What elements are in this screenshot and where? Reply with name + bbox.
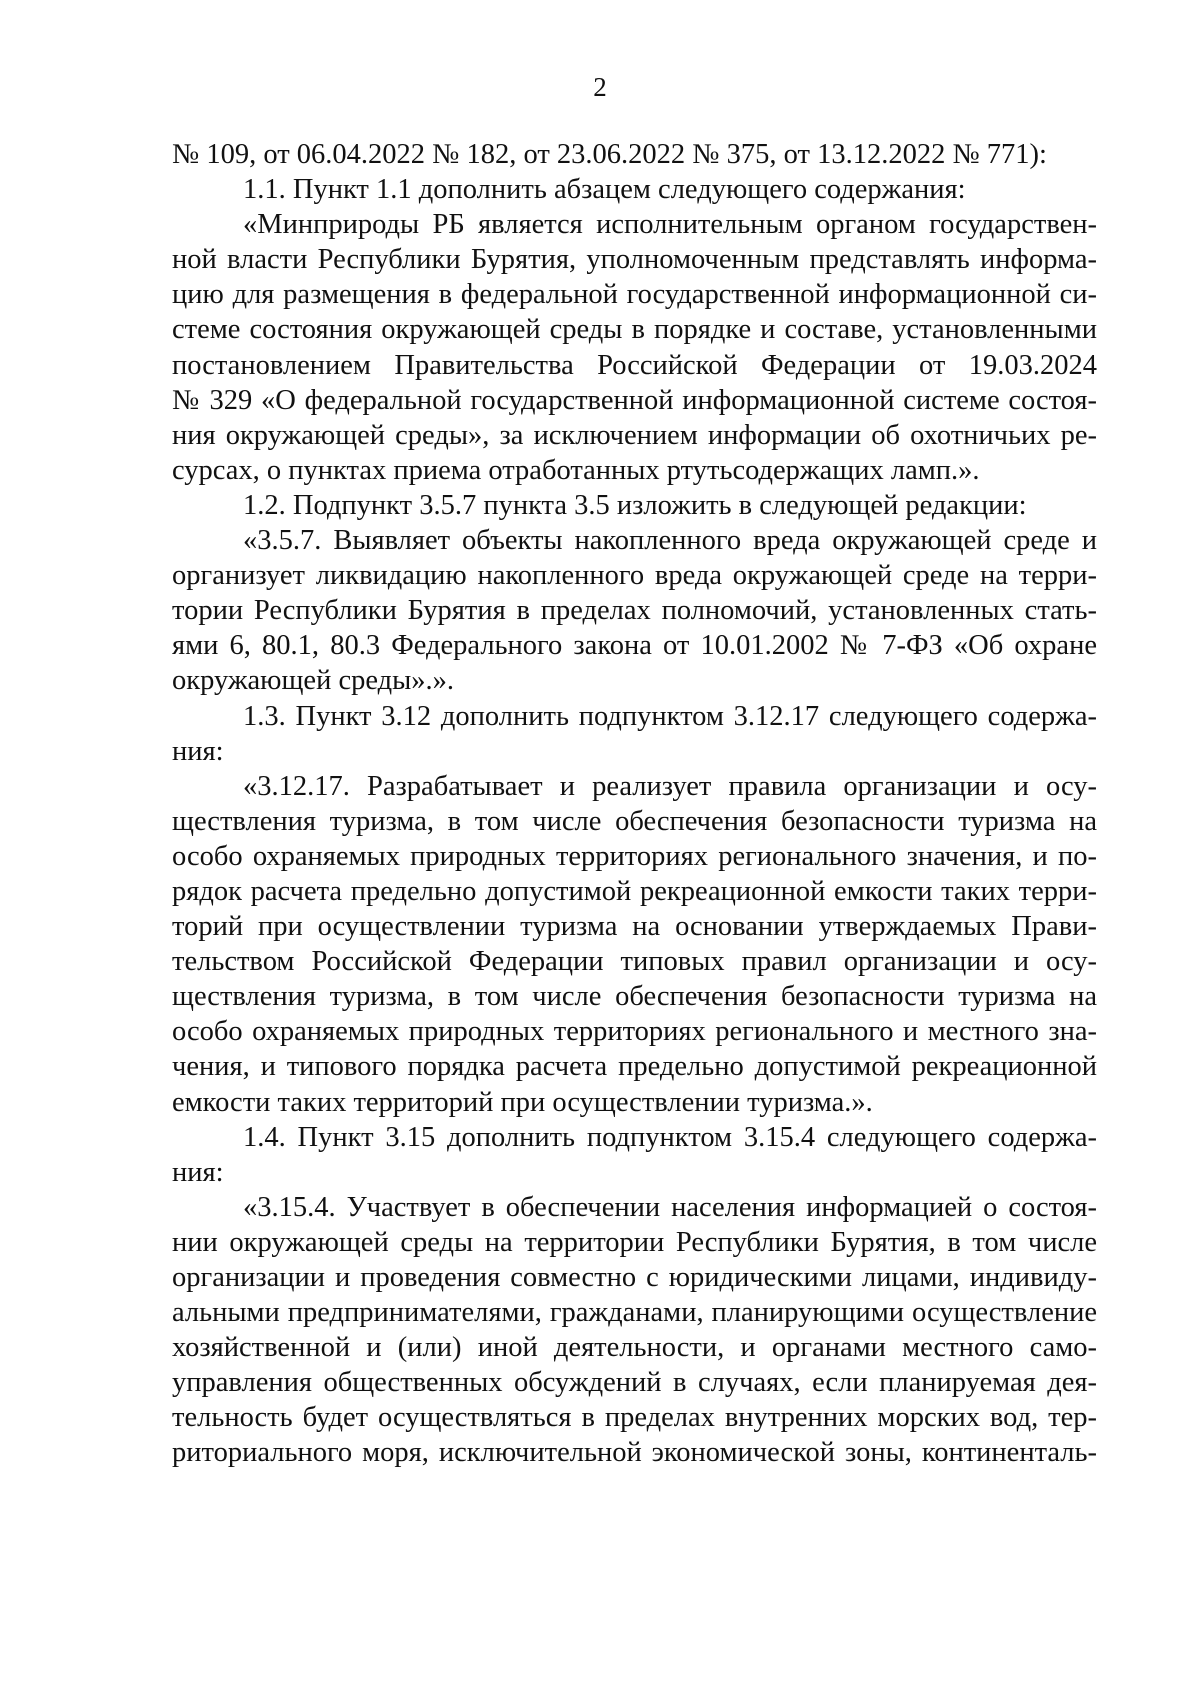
text-line: особо охраняемых природных территориях регионального значения, и по- [172, 840, 1097, 872]
text-line: сурсах, о пунктах приема отработанных ртутьсодержащих ламп.». [172, 454, 980, 486]
text-line: «3.5.7. Выявляет объекты накопленного вреда окружающей среде и [243, 525, 1097, 557]
text-line: управления общественных обсуждений в случаях, если планируемая дея- [172, 1367, 1097, 1399]
text-line: постановлением Правительства Российской Федерации от 19.03.2024 [172, 349, 1097, 381]
text-line: рядок расчета предельно допустимой рекреационной емкости таких терри- [172, 875, 1097, 907]
text-line: «Минприроды РБ является исполнительным органом государствен- [243, 209, 1097, 241]
text-line: ществления туризма, в том числе обеспечения безопасности туризма на [172, 981, 1097, 1013]
page-number: 2 [593, 72, 607, 102]
text-line: особо охраняемых природных территориях регионального и местного зна- [172, 1016, 1097, 1048]
text-line: хозяйственной и (или) иной деятельности, и органами местного само- [172, 1332, 1097, 1364]
text-line: «3.12.17. Разрабатывает и реализует правила организации и осу- [243, 770, 1097, 802]
text-line: ной власти Республики Бурятия, уполномоченным представлять информа- [172, 244, 1097, 276]
text-line: организации и проведения совместно с юридическими лицами, индивиду- [172, 1262, 1097, 1293]
document-body [172, 137, 1097, 1471]
text-line: торий при осуществлении туризма на основании утверждаемых Прави- [172, 911, 1097, 943]
text-line: тельность будет осуществляться в пределах внутренних морских вод, тер- [172, 1402, 1097, 1434]
text-line: цию для размещения в федеральной государственной информационной си- [172, 279, 1097, 311]
text-line: ществления туризма, в том числе обеспечения безопасности туризма на [172, 805, 1097, 837]
text-line: ния окружающей среды», за исключением информации об охотничьих ре- [172, 419, 1097, 451]
text-line: чения, и типового порядка расчета предельно допустимой рекреационной [172, 1051, 1097, 1083]
text-line: альными предпринимателями, гражданами, планирующими осуществление [172, 1297, 1097, 1329]
text-line: ния: [172, 1156, 224, 1188]
text-line: ния: [172, 735, 224, 767]
text-line: стеме состояния окружающей среды в порядке и составе, установленными [172, 314, 1097, 346]
text-line: емкости таких территорий при осуществлении туризма.». [172, 1086, 873, 1118]
text-line: нии окружающей среды на территории Республики Бурятия, в том числе [172, 1226, 1097, 1258]
text-line: № 329 «О федеральной государственной информационной системе состоя- [172, 384, 1097, 416]
text-line: организует ликвидацию накопленного вреда окружающей среде на терри- [172, 560, 1097, 592]
text-line: 1.2. Подпункт 3.5.7 пункта 3.5 изложить в следующей редакции: [243, 489, 1027, 521]
text-line: риториального моря, исключительной экономической зоны, континенталь- [172, 1437, 1097, 1469]
text-line: 1.4. Пункт 3.15 дополнить подпунктом 3.15.4 следующего содержа- [243, 1121, 1097, 1153]
text-line: тельством Российской Федерации типовых правил организации и осу- [172, 946, 1097, 978]
text-line: 1.1. Пункт 1.1 дополнить абзацем следующего содержания: [243, 174, 966, 206]
text-line: окружающей среды».». [172, 665, 455, 697]
text-line: № 109, от 06.04.2022 № 182, от 23.06.2022 № 375, от 13.12.2022 № 771): [172, 139, 1047, 170]
text-line: «3.15.4. Участвует в обеспечении населения информацией о состоя- [243, 1191, 1097, 1223]
text-line: тории Республики Бурятия в пределах полномочий, установленных стать- [172, 595, 1097, 627]
text-line: ями 6, 80.1, 80.3 Федерального закона от 10.01.2002 № 7-ФЗ «Об охране [172, 630, 1097, 662]
text-line: 1.3. Пункт 3.12 дополнить подпунктом 3.12.17 следующего содержа- [243, 700, 1097, 732]
